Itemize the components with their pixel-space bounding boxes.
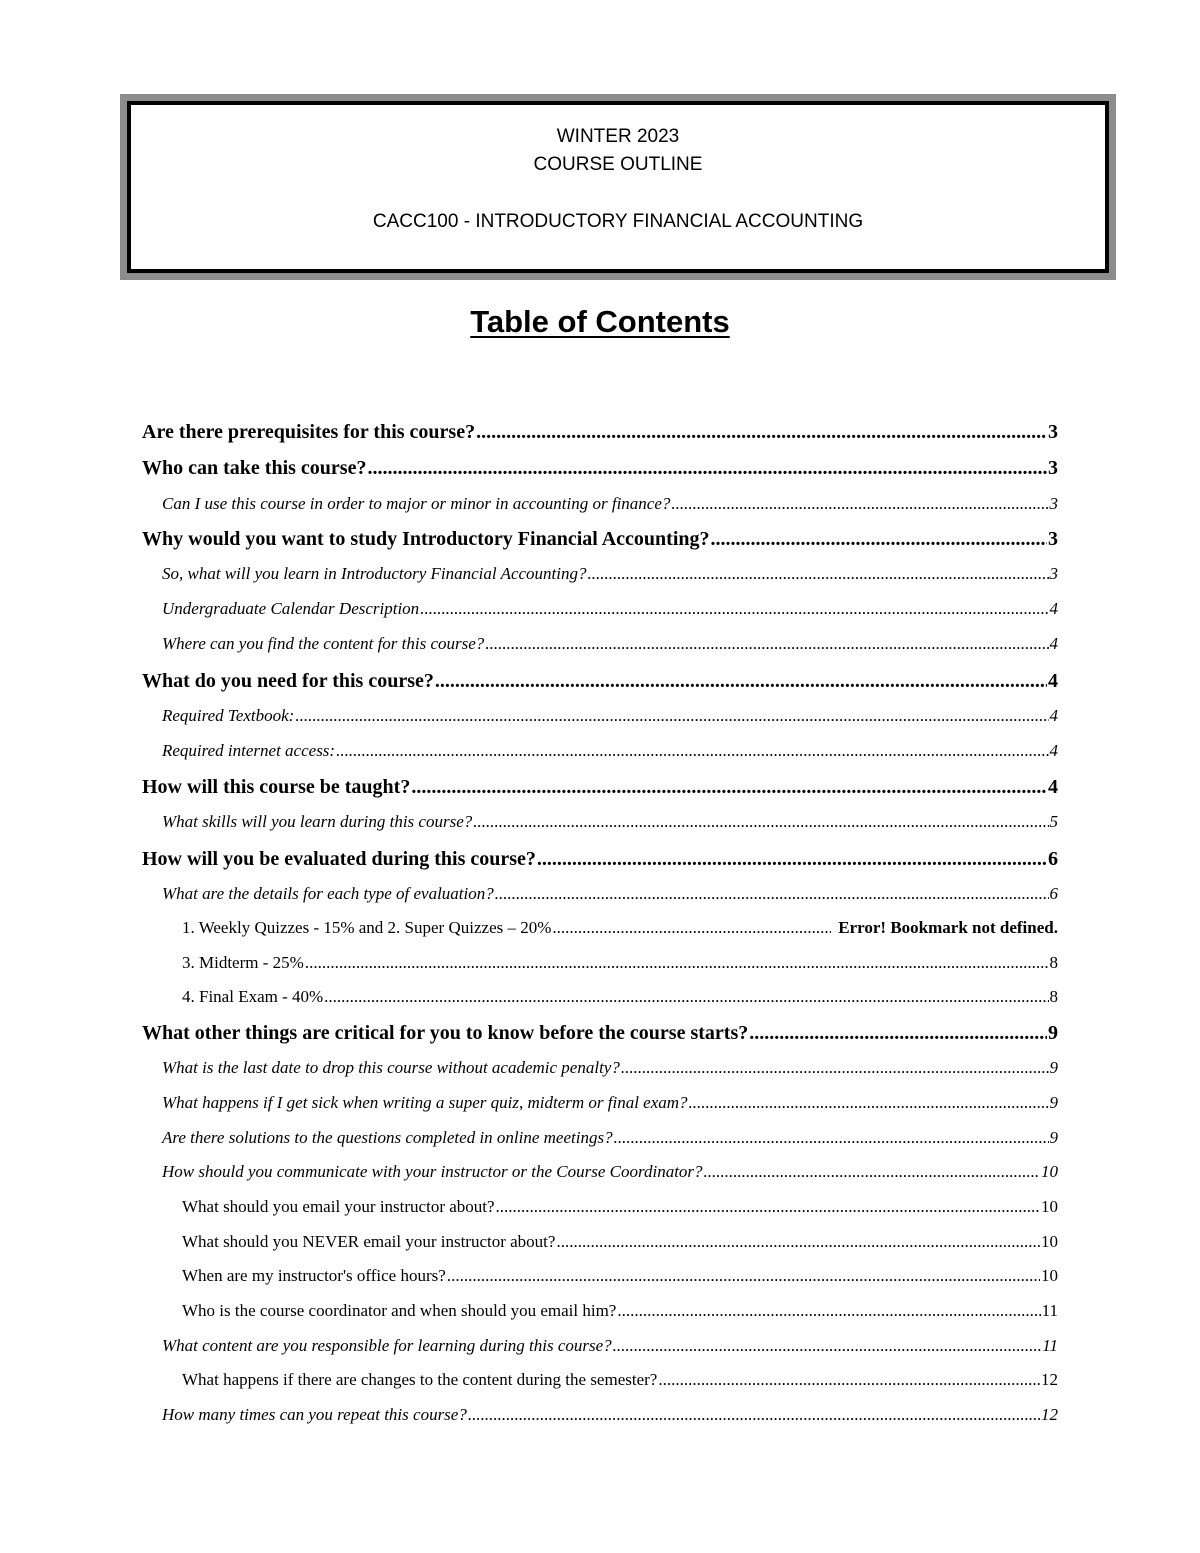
dot-leader bbox=[552, 918, 831, 938]
toc-entry-page: 4 bbox=[1049, 706, 1058, 725]
toc-entry[interactable] bbox=[162, 634, 1058, 654]
toc-entry[interactable] bbox=[182, 987, 1058, 1007]
toc-entry[interactable] bbox=[162, 1405, 1058, 1425]
toc-entry[interactable] bbox=[142, 670, 1058, 693]
toc-entry-text: What content are you responsible for learning during this course? bbox=[162, 1336, 612, 1355]
toc-entry[interactable] bbox=[162, 1058, 1058, 1078]
toc-entry-page: 8 bbox=[1049, 987, 1058, 1006]
toc-entry-text: What skills will you learn during this course? bbox=[162, 812, 473, 831]
toc-entry[interactable] bbox=[162, 564, 1058, 584]
toc-entry[interactable] bbox=[162, 1128, 1058, 1148]
toc-entry-text: What are the details for each type of evaluation? bbox=[162, 884, 494, 903]
toc-entry-text: What should you NEVER email your instructor about? bbox=[182, 1232, 556, 1251]
dot-leader bbox=[473, 812, 1048, 832]
course-header-box bbox=[120, 94, 1116, 280]
toc-entry-page: 11 bbox=[1042, 1336, 1058, 1355]
toc-title: Table of Contents bbox=[470, 304, 730, 339]
toc-entry-text: What is the last date to drop this course without academic penalty? bbox=[162, 1058, 620, 1077]
toc-entry[interactable] bbox=[162, 706, 1058, 726]
dot-leader bbox=[588, 564, 1049, 584]
toc-entry-text: Who is the course coordinator and when should you email him? bbox=[182, 1301, 617, 1320]
toc-entry-text: Undergraduate Calendar Description bbox=[162, 599, 420, 618]
toc-entry-page: 10 bbox=[1041, 1266, 1058, 1285]
toc-entry-page: 6 bbox=[1048, 848, 1058, 870]
toc-entry[interactable] bbox=[182, 953, 1058, 973]
dot-leader bbox=[447, 1266, 1040, 1286]
toc-entry[interactable] bbox=[182, 918, 1058, 938]
dot-leader bbox=[617, 1301, 1040, 1321]
toc-entry-text: What happens if there are changes to the content during the semester? bbox=[182, 1370, 658, 1389]
toc-entry[interactable] bbox=[142, 1022, 1058, 1045]
toc-entry[interactable] bbox=[162, 599, 1058, 619]
toc-entry-page: 10 bbox=[1041, 1197, 1058, 1216]
dot-leader bbox=[658, 1370, 1040, 1390]
toc-entry-page: 3 bbox=[1049, 494, 1058, 513]
toc-entry-text: What should you email your instructor about? bbox=[182, 1197, 495, 1216]
toc-entry-page: Error! Bookmark not defined. bbox=[838, 918, 1058, 937]
toc-entry-page: 4 bbox=[1049, 599, 1058, 618]
toc-entry-text: 4. Final Exam - 40% bbox=[182, 987, 324, 1006]
toc-entry-page: 6 bbox=[1049, 884, 1058, 903]
dot-leader bbox=[367, 457, 1047, 480]
toc-entry[interactable] bbox=[182, 1266, 1058, 1286]
toc-entry-text: 1. Weekly Quizzes - 15% and 2. Super Quizzes – 20% bbox=[182, 918, 552, 937]
dot-leader bbox=[476, 421, 1047, 444]
toc-entry[interactable] bbox=[142, 528, 1058, 551]
toc-entry[interactable] bbox=[182, 1232, 1058, 1252]
toc-entry[interactable] bbox=[142, 421, 1058, 444]
toc-entry-page: 8 bbox=[1049, 953, 1058, 972]
toc-entry[interactable] bbox=[162, 1162, 1058, 1182]
toc-entry-text: How will you be evaluated during this course? bbox=[142, 848, 536, 870]
dot-leader bbox=[324, 987, 1048, 1007]
dot-leader bbox=[704, 1162, 1040, 1182]
toc-entry-page: 12 bbox=[1041, 1405, 1058, 1424]
toc-entry[interactable] bbox=[162, 741, 1058, 761]
toc-entry-text: What happens if I get sick when writing a super quiz, midterm or final exam? bbox=[162, 1093, 688, 1112]
toc-entry-text: What other things are critical for you to know before the course starts? bbox=[142, 1022, 749, 1044]
toc-entry[interactable] bbox=[162, 1336, 1058, 1356]
toc-entry-page: 9 bbox=[1049, 1058, 1058, 1077]
dot-leader bbox=[671, 494, 1048, 514]
toc-entry-page: 11 bbox=[1041, 1301, 1058, 1320]
toc-entry-text: Are there solutions to the questions completed in online meetings? bbox=[162, 1128, 613, 1147]
toc-entry[interactable] bbox=[182, 1197, 1058, 1217]
toc-entry-page: 5 bbox=[1049, 812, 1058, 831]
course-header bbox=[127, 101, 1109, 273]
dot-leader bbox=[556, 1232, 1040, 1252]
toc-entry[interactable] bbox=[162, 494, 1058, 514]
toc-entry-text: How will this course be taught? bbox=[142, 776, 411, 798]
term-label: WINTER 2023 bbox=[556, 126, 680, 147]
toc-entry-page: 9 bbox=[1049, 1128, 1058, 1147]
dot-leader bbox=[711, 528, 1048, 551]
toc-entry-page: 12 bbox=[1041, 1370, 1058, 1389]
toc-entry-text: What do you need for this course? bbox=[142, 670, 434, 692]
toc-entry-page: 4 bbox=[1048, 670, 1058, 692]
toc-entry[interactable] bbox=[142, 848, 1058, 871]
toc-entry-text: Where can you find the content for this course? bbox=[162, 634, 485, 653]
dot-leader bbox=[420, 599, 1048, 619]
dot-leader bbox=[295, 706, 1048, 726]
toc-entry-page: 3 bbox=[1048, 457, 1058, 479]
dot-leader bbox=[749, 1022, 1047, 1045]
toc-entry-text: Why would you want to study Introductory Financial Accounting? bbox=[142, 528, 710, 550]
toc-entry-page: 4 bbox=[1049, 741, 1058, 760]
toc-entry-page: 3 bbox=[1048, 421, 1058, 443]
toc-entry-page: 3 bbox=[1048, 528, 1058, 550]
toc-entry[interactable] bbox=[142, 776, 1058, 799]
toc-entry[interactable] bbox=[182, 1370, 1058, 1390]
toc-entry-page: 9 bbox=[1048, 1022, 1058, 1044]
dot-leader bbox=[689, 1093, 1049, 1113]
toc-entry-text: How should you communicate with your instructor or the Course Coordinator? bbox=[162, 1162, 703, 1181]
dot-leader bbox=[495, 884, 1049, 904]
toc-entry-page: 4 bbox=[1049, 634, 1058, 653]
toc-entry-text: Required Textbook: bbox=[162, 706, 295, 725]
toc-entry-page: 9 bbox=[1049, 1093, 1058, 1112]
dot-leader bbox=[621, 1058, 1049, 1078]
toc-entry-page: 10 bbox=[1041, 1162, 1058, 1181]
toc-entry-page: 3 bbox=[1049, 564, 1058, 583]
toc-entry-text: 3. Midterm - 25% bbox=[182, 953, 304, 972]
toc-entry-text: So, what will you learn in Introductory Financial Accounting? bbox=[162, 564, 587, 583]
toc-entry-page: 10 bbox=[1041, 1232, 1058, 1251]
dot-leader bbox=[496, 1197, 1040, 1217]
dot-leader bbox=[336, 741, 1048, 761]
dot-leader bbox=[485, 634, 1048, 654]
toc-entry[interactable] bbox=[142, 457, 1058, 480]
toc-entry-text: Required internet access: bbox=[162, 741, 336, 760]
dot-leader bbox=[305, 953, 1049, 973]
outline-label: COURSE OUTLINE bbox=[533, 154, 703, 175]
dot-leader bbox=[537, 848, 1047, 871]
toc-entry[interactable] bbox=[162, 884, 1058, 904]
course-title: CACC100 - INTRODUCTORY FINANCIAL ACCOUNTING bbox=[372, 211, 864, 232]
dot-leader bbox=[435, 670, 1047, 693]
dot-leader bbox=[613, 1336, 1042, 1356]
toc-entry-page: 4 bbox=[1048, 776, 1058, 798]
toc-entry-text: Are there prerequisites for this course? bbox=[142, 421, 476, 443]
toc-entry-text: How many times can you repeat this course? bbox=[162, 1405, 467, 1424]
dot-leader bbox=[468, 1405, 1040, 1425]
toc-entry[interactable] bbox=[162, 812, 1058, 832]
dot-leader bbox=[614, 1128, 1049, 1148]
toc-entry-text: Who can take this course? bbox=[142, 457, 367, 479]
toc-entry-text: When are my instructor's office hours? bbox=[182, 1266, 446, 1285]
toc-entry-text: Can I use this course in order to major or minor in accounting or finance? bbox=[162, 494, 671, 513]
dot-leader bbox=[411, 776, 1047, 799]
toc-entry[interactable] bbox=[162, 1093, 1058, 1113]
toc-entry[interactable] bbox=[182, 1301, 1058, 1321]
